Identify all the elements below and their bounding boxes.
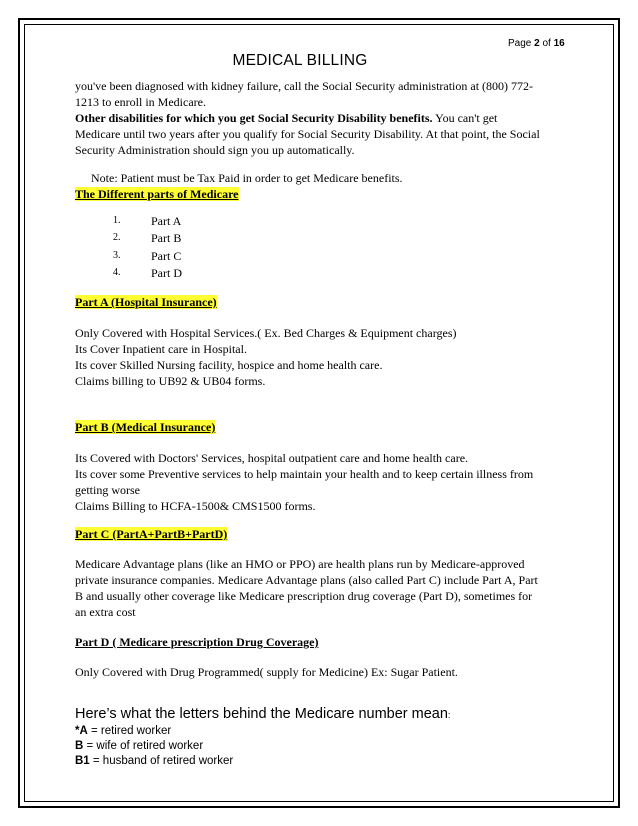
letter-meaning: = retired worker — [87, 725, 172, 737]
part-a-line: Its Cover Inpatient care in Hospital. — [75, 342, 247, 356]
intro-after-bold: You can't get — [432, 111, 498, 125]
letter-code: B1 — [75, 755, 90, 767]
note: Note: Patient must be Tax Paid in order to get Medicare benefits. — [91, 171, 403, 185]
list-number: 2. — [113, 232, 121, 244]
list-label: Part A — [151, 213, 182, 228]
letters-heading-text: Here’s what the letters behind the Medicare number mean — [75, 706, 448, 722]
part-c-line: B and usually other coverage like Medicare prescription drug coverage (Part D), sometimes for — [75, 589, 533, 603]
list-item — [75, 265, 570, 283]
part-b-body — [75, 450, 570, 514]
intro-line-5: Security Administration should sign you up automatically. — [75, 143, 355, 157]
part-b-line: Its cover some Preventive services to help maintain your health and to keep certain illness from — [75, 467, 534, 481]
page-of: of — [542, 38, 551, 49]
part-a-line: Its cover Skilled Nursing facility, hospice and home health care. — [75, 358, 383, 372]
part-a-heading — [75, 294, 570, 310]
parts-list — [75, 212, 570, 282]
intro-bold-lead: Other disabilities for which you get Social Security Disability benefits. — [75, 111, 433, 125]
part-b-line: Claims Billing to HCFA-1500& CMS1500 forms. — [75, 499, 316, 513]
parts-heading-text: The Different parts of Medicare — [75, 187, 239, 201]
intro-line-2: 1213 to enroll in Medicare. — [75, 95, 206, 109]
part-c-line: an extra cost — [75, 605, 136, 619]
part-c-body — [75, 556, 570, 620]
parts-heading — [75, 186, 570, 202]
letter-code: *A — [75, 725, 88, 737]
part-c-heading — [75, 526, 570, 542]
letter-code: B — [75, 740, 84, 752]
part-c-line: Medicare Advantage plans (like an HMO or PPO) are health plans run by Medicare-approved — [75, 557, 525, 571]
intro-line-3 — [75, 110, 570, 126]
letter-meaning: = husband of retired worker — [89, 755, 234, 767]
list-item — [75, 739, 570, 754]
list-label: Part B — [151, 231, 182, 246]
part-c-line: private insurance companies. Medicare Advantage plans (also called Part C) include Part A, Part — [75, 573, 538, 587]
list-item — [75, 230, 570, 248]
page-title: MEDICAL BILLING — [232, 52, 368, 69]
list-item — [75, 247, 570, 265]
part-a-line: Only Covered with Hospital Services.( Ex. Bed Charges & Equipment charges) — [75, 326, 457, 340]
list-item — [75, 724, 570, 739]
list-item — [75, 754, 570, 769]
part-b-heading — [75, 419, 570, 435]
letters-heading-colon: : — [447, 710, 451, 720]
part-c-heading-text: Part C (PartA+PartB+PartD) — [75, 527, 228, 541]
intro-line-1: you've been diagnosed with kidney failure, call the Social Security administration at (800) 772- — [75, 79, 534, 93]
part-b-line: Its Covered with Doctors' Services, hospital outpatient care and home health care. — [75, 451, 469, 465]
letters-list — [75, 724, 570, 769]
part-a-line: Claims billing to UB92 & UB04 forms. — [75, 374, 266, 388]
letters-heading — [75, 706, 570, 724]
page-total: 16 — [553, 38, 565, 49]
part-d-heading — [75, 634, 570, 650]
list-number: 3. — [113, 249, 121, 261]
part-a-heading-text: Part A (Hospital Insurance) — [75, 295, 217, 309]
part-d-heading-text: Part D ( Medicare prescription Drug Coverage) — [75, 635, 319, 649]
part-d-line: Only Covered with Drug Programmed( supply for Medicine) Ex: Sugar Patient. — [75, 665, 458, 679]
list-number: 4. — [113, 267, 121, 279]
list-label: Part D — [151, 266, 182, 281]
page-current: 2 — [534, 38, 540, 49]
list-item — [75, 212, 570, 230]
document-body — [75, 78, 570, 769]
part-b-heading-text: Part B (Medical Insurance) — [75, 420, 216, 434]
part-a-body — [75, 325, 570, 389]
letter-meaning: = wife of retired worker — [83, 740, 204, 752]
page-number — [508, 38, 565, 49]
list-number: 1. — [113, 214, 121, 226]
part-b-line: getting worse — [75, 483, 140, 497]
page-label: Page — [508, 38, 532, 49]
intro-line-4: Medicare until two years after you qualify for Social Security Disability. At that point, the Social — [75, 127, 540, 141]
list-label: Part C — [151, 248, 182, 263]
